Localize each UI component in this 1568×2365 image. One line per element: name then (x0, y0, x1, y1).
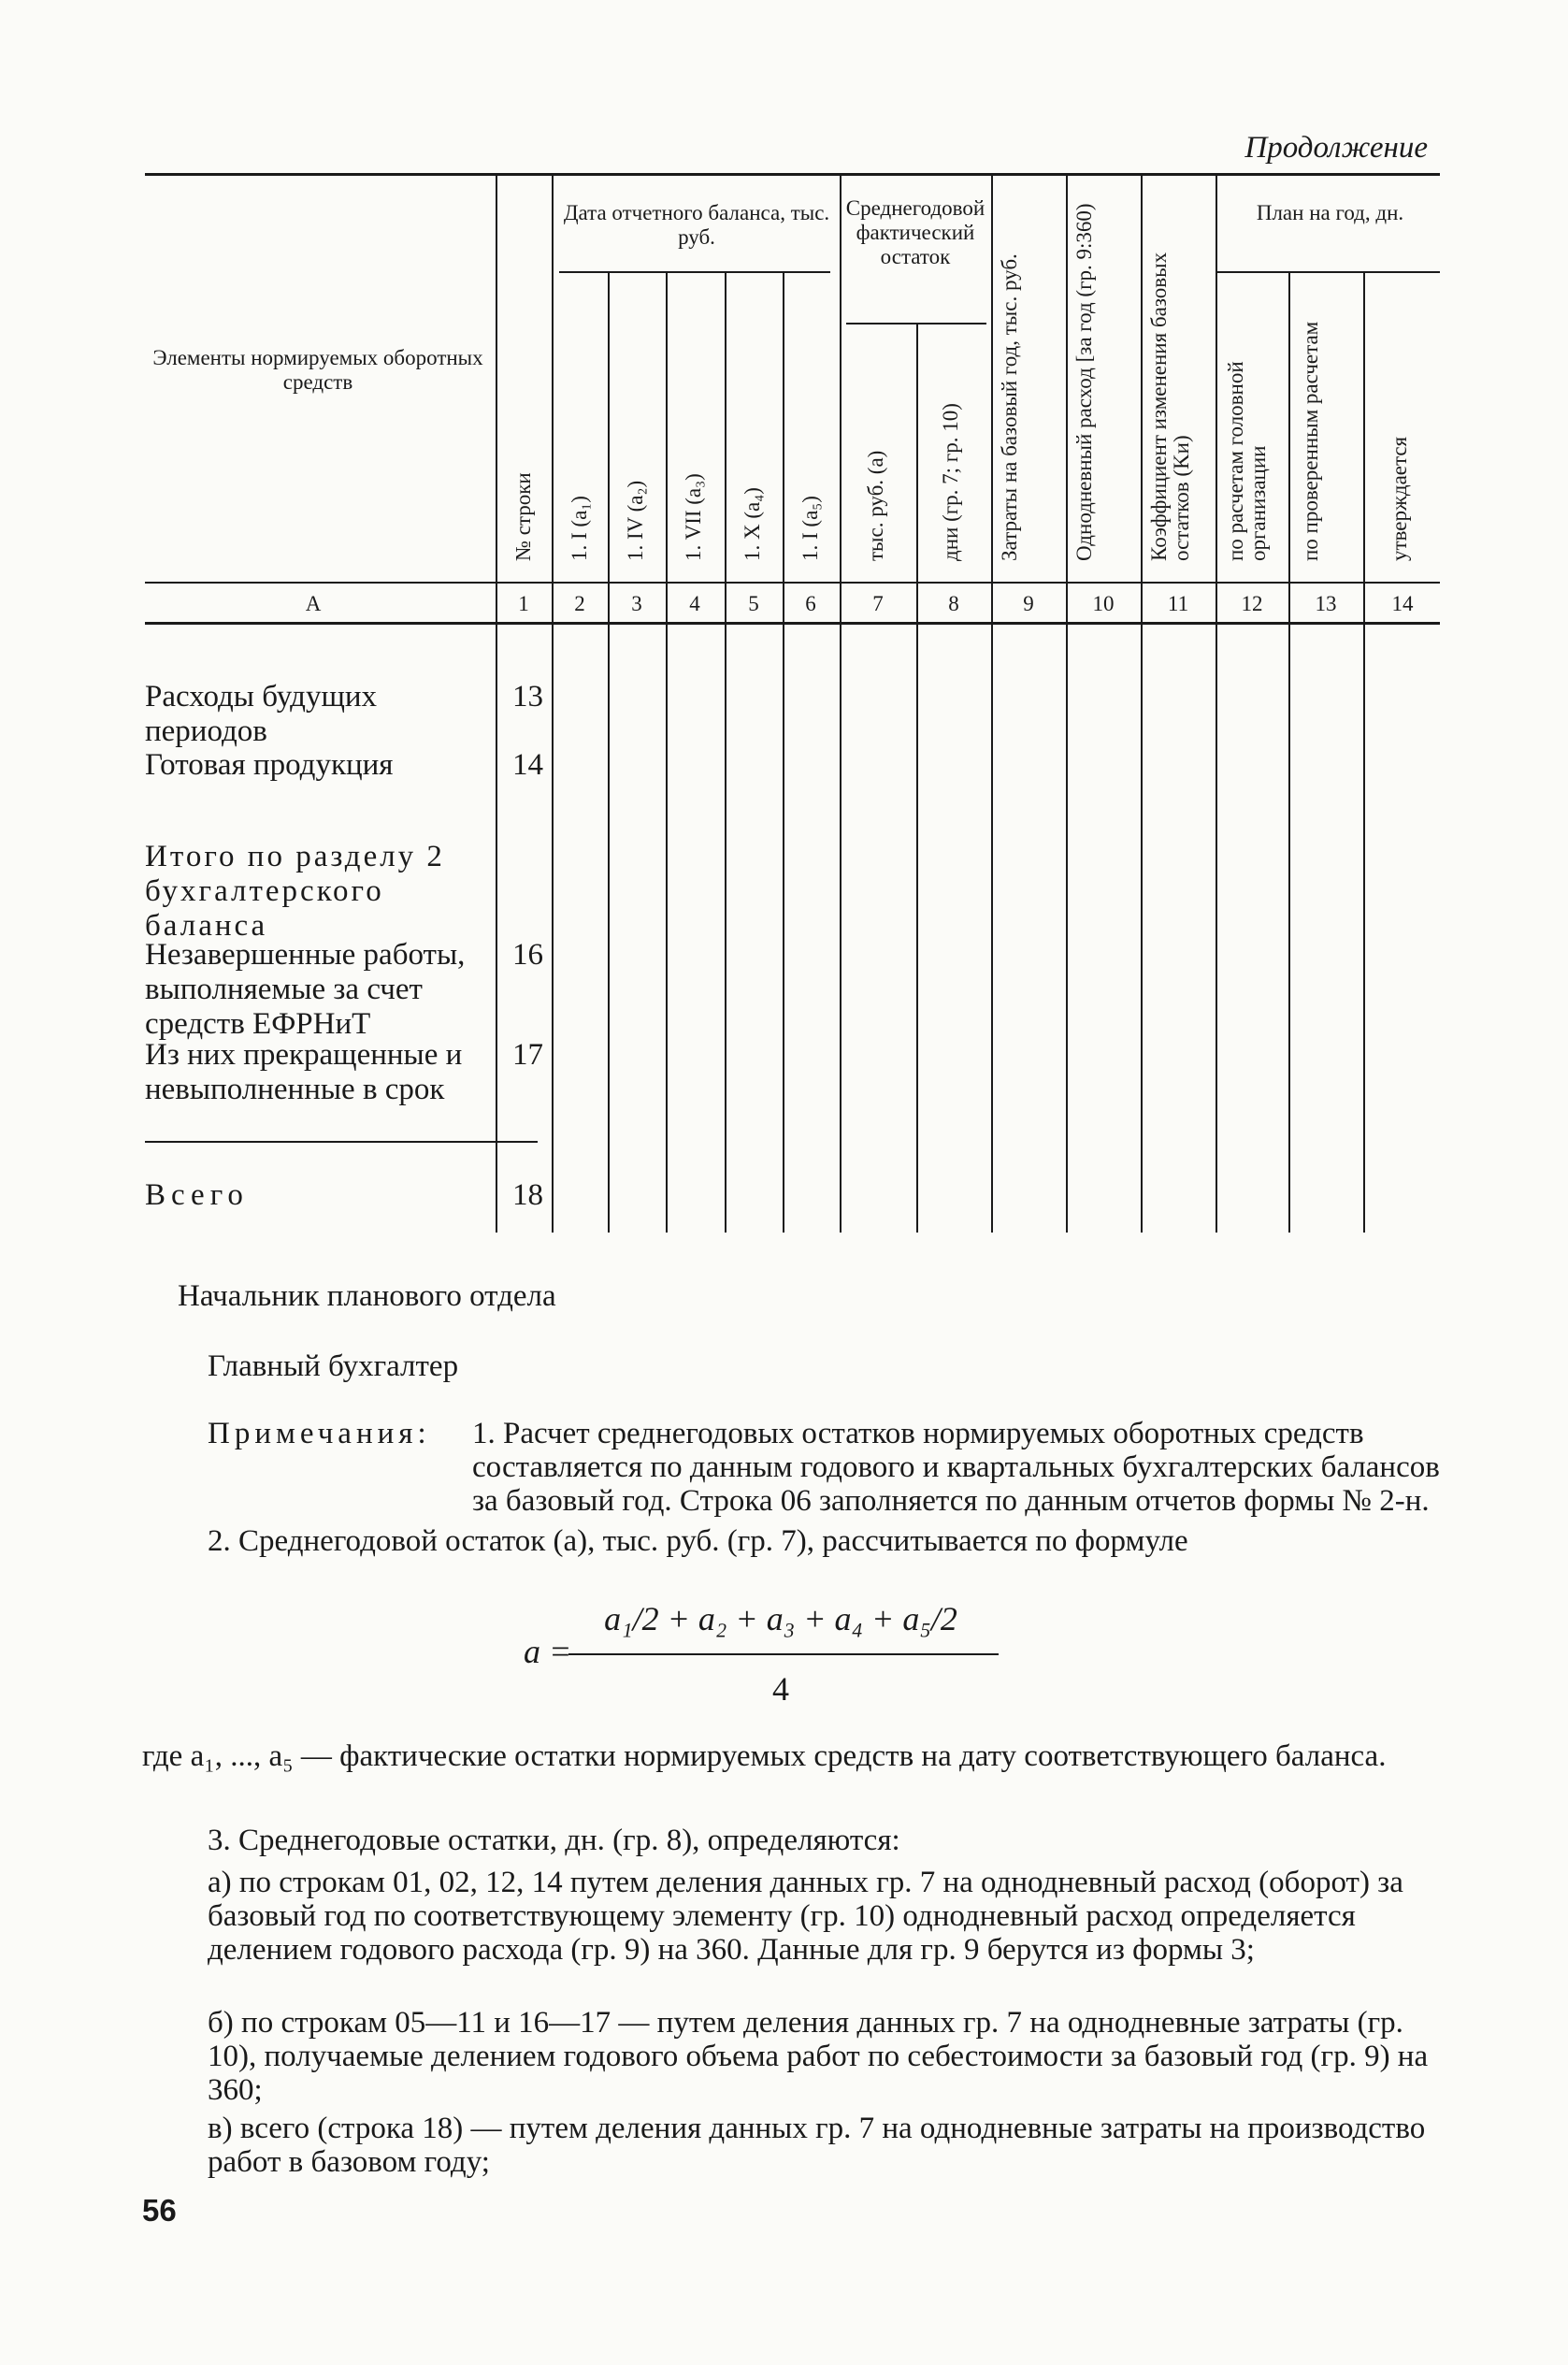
row-number: 18 (512, 1178, 543, 1212)
row-number: 13 (512, 680, 543, 714)
row-number: 16 (512, 938, 543, 972)
note-3c: в) всего (строка 18) — путем деления данных гр. 7 на однодневные затраты на производство работ в базовом году; (208, 2112, 1426, 2179)
row-label: Из них прекращенные и невыполненные в срок (145, 1038, 463, 1106)
table-top-rule (145, 173, 1440, 176)
notes-heading: Примечания: (208, 1417, 431, 1450)
note-1: 1. Расчет среднегодовых остатков нормируемых оборотных средств составляется по данным годового и квартальных бухгалтерских балансов за базовый год. Строка 06 заполняется по данным отчетов формы № 2-н. (472, 1417, 1440, 1518)
note-2: 2. Среднегодовой остаток (a), тыс. руб. (гр. 7), рассчитывается по формуле (208, 1524, 1188, 1558)
col-base-costs: Затраты на базовый год, тыс. руб. (998, 253, 1021, 561)
signature-chief-accountant: Главный бухгалтер (208, 1349, 459, 1383)
avg-group-header: Среднегодовой фактический остаток (845, 196, 985, 268)
colnum: 6 (805, 592, 816, 615)
col-a3: 1. VII (a₃) (682, 473, 705, 561)
formula-fraction-bar (568, 1653, 999, 1655)
note-3: 3. Среднегодовые остатки, дн. (гр. 8), определяются: (208, 1824, 900, 1857)
col-avg-rub: тыс. руб. (a) (864, 450, 887, 561)
header-bottom-rule (145, 582, 1440, 584)
row-label: Готовая продукция (145, 748, 394, 782)
col-row-number: № строки (511, 472, 535, 561)
row-number: 17 (512, 1038, 543, 1072)
colnum: 11 (1167, 592, 1189, 615)
col-plan-checked: по проверенным расчетам (1299, 321, 1322, 561)
continuation-label: Продолжение (1244, 131, 1428, 165)
colnum: 3 (631, 592, 642, 615)
note-where: где a₁, ..., a₅ — фактические остатки нормируемых средств на дату соответствующего баланса. (142, 1739, 1387, 1773)
signature-planning-head: Начальник планового отдела (178, 1279, 556, 1313)
formula-lhs: a = (524, 1633, 572, 1670)
colnum: 14 (1391, 592, 1414, 615)
colnum: 8 (948, 592, 959, 615)
formula-denominator: 4 (772, 1670, 789, 1708)
note-3b: б) по строкам 05—11 и 16—17 — путем деления данных гр. 7 на однодневные затраты (гр. 10), получаемые делением годового объема работ по себестоимости за базовый год (гр. 9) на 360; (208, 2006, 1429, 2107)
col-a4: 1. X (a₄) (741, 487, 764, 561)
col-daily-expense: Однодневный расход [за год (гр. 9:360) (1072, 203, 1096, 561)
col-plan-approved: утверждается (1388, 436, 1411, 561)
balance-group-header: Дата отчетного баланса, тыс. руб. (563, 201, 830, 249)
col-plan-head-org: по расчетам головной организации (1224, 361, 1270, 561)
colnum: 2 (574, 592, 585, 615)
col-a2: 1. IV (a₂) (624, 480, 647, 561)
colnum: 12 (1241, 592, 1263, 615)
colnum: 4 (689, 592, 700, 615)
colnum: 9 (1023, 592, 1034, 615)
plan-group-header: План на год, дн. (1256, 201, 1404, 224)
col-avg-days: дни (гр. 7; гр. 10) (939, 403, 962, 561)
col-a-header: Элементы нормируемых оборотных средств (152, 346, 483, 394)
colnum-bottom-rule (145, 622, 1440, 625)
row-label: Всего (145, 1178, 249, 1212)
col-a5: 1. I (a₅) (798, 496, 822, 561)
row-label: Расходы будущих периодов (145, 680, 378, 748)
colnum: 1 (518, 592, 529, 615)
col-coefficient: Коэффициент изменения базовых остатков (Kи) (1147, 252, 1193, 561)
row-label: Незавершенные работы, выполняемые за счет средств ЕФРНиТ (145, 938, 466, 1041)
colnum: 13 (1315, 592, 1337, 615)
row-number: 14 (512, 748, 543, 782)
balance-group-rule (559, 271, 830, 273)
note-1-start (472, 1417, 1440, 1518)
colnum-a: А (305, 592, 322, 615)
note-3a: а) по строкам 01, 02, 12, 14 путем деления данных гр. 7 на однодневный расход (оборот) за базовый год по соответствующему элементу (гр. 10) однодневный расход определяется делением годового расхода (гр. 9) на 360. Данные для гр. 9 берутся из формы 3; (208, 1866, 1403, 1967)
colnum: 7 (872, 592, 884, 615)
row-label: Итого по разделу 2 бухгалтерского баланса (145, 840, 445, 943)
page-number: 56 (142, 2193, 177, 2228)
formula-numerator: a₁/2 + a₂ + a₃ + a₄ + a₅/2 (604, 1600, 957, 1637)
colnum: 10 (1092, 592, 1115, 615)
colnum: 5 (748, 592, 759, 615)
col-a1: 1. I (a₁) (568, 496, 591, 561)
total-separator-rule (145, 1141, 538, 1143)
